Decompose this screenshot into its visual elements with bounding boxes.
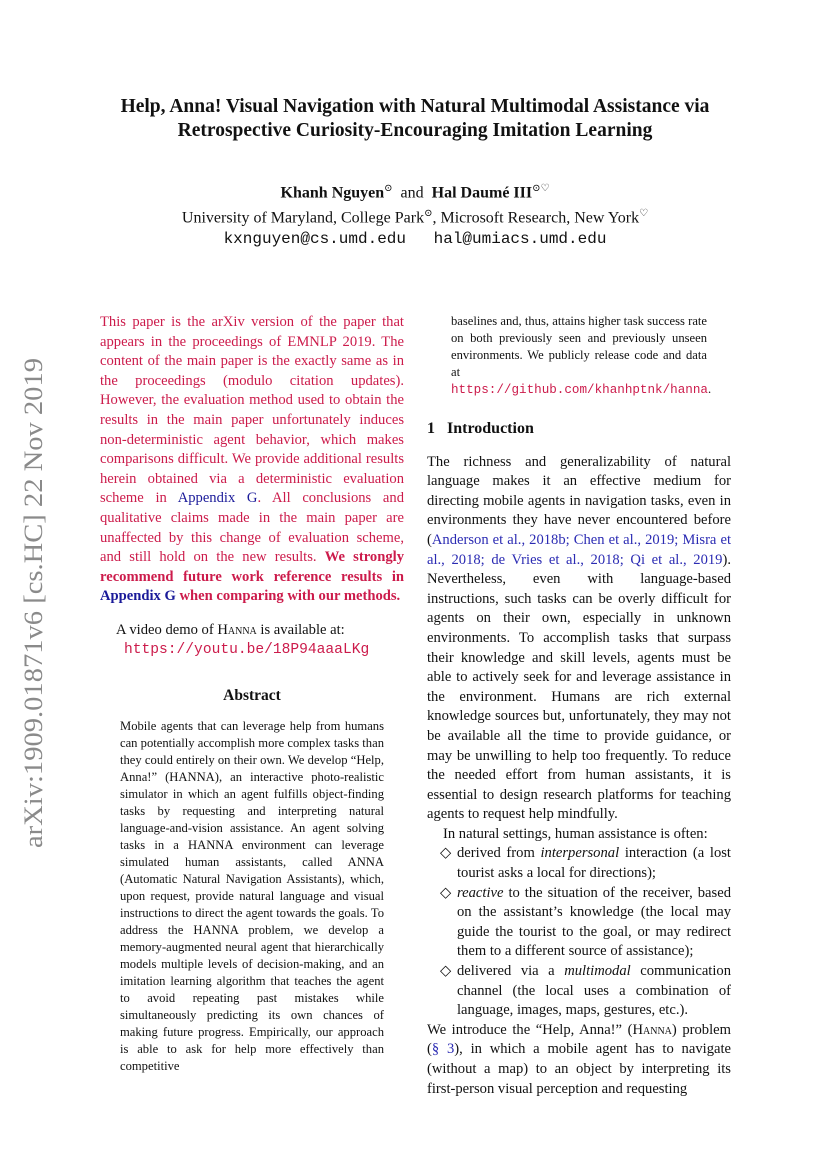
title-line-1: Help, Anna! Visual Navigation with Natural Multimodal Assistance via [120,96,710,117]
code-url-link[interactable]: https://github.com/khanhptnk/hanna [451,383,708,397]
author-conjunction: and [400,184,424,202]
title-line-2: Retrospective Curiosity-Encouraging Imitation Learning [177,120,653,141]
intro-paragraph-2: In natural settings, human assistance is often: [443,825,708,842]
affiliation-2: , Microsoft Research, New York [432,209,640,227]
diamond-bullet-icon: ◇ [440,845,452,862]
abstract-heading: Abstract [223,687,281,705]
intro-p3-text-a: We introduce the “Help, Anna!” ( [427,1021,633,1038]
notice-text-2: . All conclusions and qualitative claims made in the main paper are unaffected by this change of evaluation scheme, and still hold on the new results. [100,490,404,566]
author-block [60,178,770,250]
diamond-bullet-icon: ◇ [440,963,452,980]
list-item [427,884,731,962]
author-1: Khanh Nguyen [280,184,385,202]
bullet-1-pre: derived from [457,845,541,862]
emails [60,229,770,250]
abstract-continuation-text: baselines and, thus, attains higher task success rate on both previously seen and previously unseen environments. We publicly release code and data at [451,314,707,379]
appendix-g-link-1[interactable]: Appendix G [177,490,258,507]
intro-p3-name: Hanna [632,1021,672,1038]
email-2[interactable]: hal@umiacs.umd.edu [433,229,607,248]
video-label [116,621,404,641]
affiliations [60,203,770,228]
author-2-mark: ⊙♡ [532,183,550,194]
bullet-1-post: interaction (a lost tourist asks a local for directions); [457,845,731,882]
abstract-continuation [427,313,731,399]
intro-citations[interactable]: Anderson et al., 2018b; Chen et al., 2019; Misra et al., 2018; de Vries et al., 2018; Qi et al., 2019 [427,531,731,568]
list-item [427,844,731,883]
arxiv-stamp [0,0,60,1171]
assistance-list [427,844,731,1020]
notice-bold-1: We strongly recommend future work reference results in [100,549,404,585]
video-demo [100,621,404,660]
affiliation-1: University of Maryland, College Park [181,209,425,227]
intro-paragraph-3 [427,1021,731,1099]
bullet-2-emphasis: reactive [457,884,504,901]
author-1-mark: ⊙ [384,183,393,194]
bullet-3-emphasis: multimodal [564,963,631,980]
section-number: 1 [427,420,435,437]
video-label-pre: A video demo of [116,621,218,638]
notice-bold-2: when comparing with our methods. [179,588,401,605]
bullet-2-post: to the situation of the receiver, based on the assistant’s knowledge (the local may guide the tourist to the goal, or may redirect them to a different source of assistance); [457,884,731,960]
bullet-3-pre: delivered via a [457,963,565,980]
arxiv-notice [100,313,404,607]
right-column [427,313,731,1099]
arxiv-stamp-text: arXiv:1909.01871v6 [cs.HC] 22 Nov 2019 [18,393,48,848]
appendix-g-link-2[interactable]: Appendix G [100,588,176,605]
video-label-name: Hanna [217,621,257,638]
intro-p3-text-b: ) problem ( [427,1021,731,1058]
intro-paragraph-1 [427,453,731,825]
intro-p1-text-b: ). Nevertheless, even with language-based instructions, such tasks can be overly difficult for agents on their own, especially in unknown environments. To accomplish tasks that surpass their knowledge and skill levels, agents must be able to actively seek for and leverage assistance in the environment. Humans are rich external knowledge sources but, unfortunately, they may not be available all the time to provide guidance, or may be unwilling to help too frequently. To reduce the needed effort from human assistants, it is essential to design research platforms for teaching agents to request help mindfully. [427,551,731,823]
affiliation-2-mark: ♡ [639,208,649,220]
paper-title [60,95,770,143]
diamond-bullet-icon: ◇ [440,884,452,901]
author-2: Hal Daumé III [431,184,533,202]
email-1[interactable]: kxnguyen@cs.umd.edu [223,229,406,248]
abstract-text: Mobile agents that can leverage help from humans can potentially accomplish more complex tasks than they could entirely on their own. We develop “Help, Anna!” (HANNA), an interactive photo-realistic simulator in which an agent fulfills object-finding tasks by requesting and interpreting natural language-and-vision assistance. An agent solving tasks in a HANNA environment can leverage simulated human assistants, called ANNA (Automatic Natural Navigation Assistants), which, upon request, provide natural language and visual instructions to direct the agent towards the goals. To address the HANNA problem, we develop a memory-augmented neural agent that hierarchically models multiple levels of decision-making, and an imitation learning algorithm that teaches the agent to avoid repeating past mistakes while simultaneously predicting its own chances of making future progress. Empirically, our approach is able to ask for help more effectively than competitive [120,718,384,1073]
bullet-1-emphasis: interpersonal [540,845,620,862]
video-label-post: is available at: [256,621,345,638]
notice-text-1: This paper is the arXiv version of the paper that appears in the proceedings of EMNLP 2019. The content of the main paper is the exactly same as in the proceedings (modulo citation updates). However, the evaluation method used to obtain the results in the main paper unfortunately induces non-deterministic agent behavior, which makes comparisons difficult. We provide additional results herein obtained via a deterministic evaluation scheme in [100,314,404,507]
video-url-link[interactable]: https://youtu.be/18P94aaaLKg [124,641,370,658]
intro-p3-text-c: ), in which a mobile agent has to navigate (without a map) to an object by interpreting its first-person visual perception and requesting [427,1041,731,1097]
abstract-end: . [707,382,712,396]
affiliation-1-mark: ⊙ [424,208,433,220]
list-item [427,962,731,1021]
section-title: Introduction [447,420,534,437]
arxiv-stamp-svg [0,0,60,1171]
bullet-3-post: communication channel (the local uses a combination of language, images, maps, gestures, etc.). [457,963,732,1019]
left-column [100,313,404,1075]
author-names [60,178,770,203]
section-3-ref-link[interactable]: § 3 [431,1041,455,1058]
intro-p1-text-a: The richness and generalizability of natural language makes it an effective medium for directing mobile agents in navigation tasks, even in environments they have never encountered before ( [427,453,731,548]
section-heading-introduction [427,419,731,439]
